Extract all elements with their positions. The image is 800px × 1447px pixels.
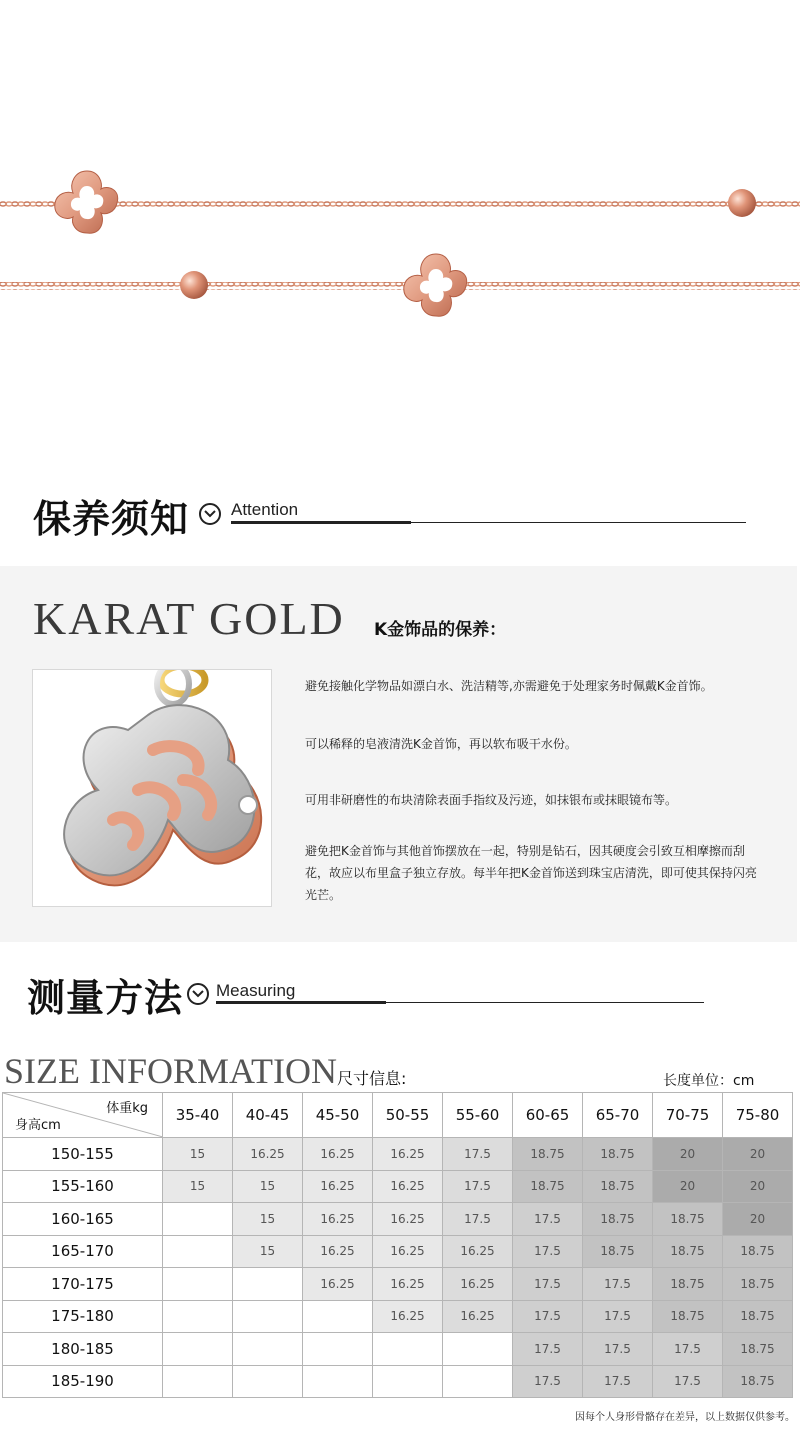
size-cell: 17.5 [583,1300,653,1333]
size-cell: 16.25 [303,1170,373,1203]
size-cell: 16.25 [373,1203,443,1236]
table-row [3,1300,793,1333]
height-row-header: 165-170 [3,1235,163,1268]
measure-section-title: 测量方法 [27,976,184,1020]
size-cell: 20 [723,1138,793,1171]
size-cell: 18.75 [723,1235,793,1268]
table-row [3,1333,793,1366]
size-information-heading: SIZE INFORMATION [4,1051,337,1091]
weight-column-header: 55-60 [443,1093,513,1138]
height-row-header: 180-185 [3,1333,163,1366]
size-cell [443,1333,513,1366]
table-row [3,1365,793,1398]
height-row-header: 185-190 [3,1365,163,1398]
size-cell: 16.25 [303,1235,373,1268]
size-cell [163,1365,233,1398]
weight-column-header: 50-55 [373,1093,443,1138]
size-cell: 16.25 [373,1268,443,1301]
size-cell: 20 [723,1203,793,1236]
weight-column-header: 40-45 [233,1093,303,1138]
size-cell: 18.75 [583,1235,653,1268]
size-cell: 18.75 [653,1235,723,1268]
size-cell: 16.25 [373,1300,443,1333]
size-cell: 16.25 [303,1138,373,1171]
table-corner-header [3,1093,163,1138]
size-cell: 18.75 [583,1138,653,1171]
size-cell [373,1365,443,1398]
table-row [3,1235,793,1268]
size-cell [233,1268,303,1301]
size-cell: 18.75 [513,1138,583,1171]
unit-label: 长度单位：cm [663,1073,755,1089]
size-cell [233,1300,303,1333]
weight-column-header: 65-70 [583,1093,653,1138]
size-cell: 17.5 [583,1333,653,1366]
size-cell: 16.25 [373,1138,443,1171]
size-cell: 20 [653,1170,723,1203]
size-cell: 16.25 [233,1138,303,1171]
size-cell: 15 [233,1203,303,1236]
size-cell [163,1268,233,1301]
size-cell: 17.5 [513,1268,583,1301]
height-row-header: 170-175 [3,1268,163,1301]
measure-section-subtitle: Measuring [216,981,296,1000]
size-cell: 18.75 [653,1203,723,1236]
pendant-photo [32,669,272,907]
size-table [2,1092,793,1398]
size-cell: 20 [723,1170,793,1203]
size-cell: 17.5 [653,1333,723,1366]
weight-column-header: 45-50 [303,1093,373,1138]
flower-charm [404,254,467,316]
size-cell [163,1203,233,1236]
size-cell: 18.75 [513,1170,583,1203]
care-section-subtitle: Attention [231,500,299,519]
divider-accent [216,1001,386,1004]
size-cell [233,1365,303,1398]
size-cell: 15 [233,1170,303,1203]
weight-column-header: 60-65 [513,1093,583,1138]
weight-column-header: 70-75 [653,1093,723,1138]
weight-axis-label: 体重kg [106,1101,148,1116]
size-cell: 16.25 [443,1268,513,1301]
size-cell [373,1333,443,1366]
size-cell: 18.75 [653,1300,723,1333]
weight-column-header: 75-80 [723,1093,793,1138]
size-cell [443,1365,513,1398]
height-row-header: 175-180 [3,1300,163,1333]
size-cell: 17.5 [513,1333,583,1366]
karat-gold-subheading: K金饰品的保养： [374,620,507,640]
size-cell: 17.5 [653,1365,723,1398]
care-tip-2: 可以稀释的皂液清洗K金首饰，再以软布吸干水份。 [305,737,577,751]
weight-column-header: 35-40 [163,1093,233,1138]
care-tip-4: 避免把K金首饰与其他首饰摆放在一起，特别是钻石，因其硬度会引致互相摩擦而刮花，故应以布里盒子独立存放。每半年把K金首饰送到珠宝店清洗，即可使其保持闪亮光芒。 [305,844,757,902]
karat-gold-heading: KARAT GOLD [33,593,345,644]
size-cell: 17.5 [513,1300,583,1333]
size-cell [163,1300,233,1333]
size-cell: 17.5 [513,1235,583,1268]
size-table-body [3,1138,793,1398]
size-cell: 18.75 [723,1333,793,1366]
size-cell: 17.5 [443,1138,513,1171]
table-row [3,1268,793,1301]
size-cell: 17.5 [513,1203,583,1236]
height-axis-label: 身高cm [15,1118,61,1133]
size-cell: 18.75 [723,1268,793,1301]
chevron-down-icon [187,983,209,1005]
height-row-header: 155-160 [3,1170,163,1203]
size-cell [303,1300,373,1333]
size-cell: 16.25 [303,1203,373,1236]
table-row [3,1138,793,1171]
height-row-header: 160-165 [3,1203,163,1236]
divider-accent [231,521,411,524]
size-cell [303,1365,373,1398]
footnote: 因每个人身形骨骼存在差异，以上数据仅供参考。 [575,1412,795,1423]
bead [728,189,756,217]
size-cell: 17.5 [583,1365,653,1398]
size-cell: 16.25 [443,1300,513,1333]
size-cell [303,1333,373,1366]
care-tip-1: 避免接触化学物品如漂白水、洗洁精等,亦需避免于处理家务时佩戴K金首饰。 [305,679,713,693]
size-cell [163,1333,233,1366]
size-cell: 17.5 [443,1203,513,1236]
size-cell: 15 [163,1138,233,1171]
size-cell: 17.5 [443,1170,513,1203]
size-cell [233,1333,303,1366]
size-cell: 18.75 [723,1365,793,1398]
size-cell [163,1235,233,1268]
care-section-title: 保养须知 [33,497,190,541]
size-cell: 18.75 [583,1203,653,1236]
height-row-header: 150-155 [3,1138,163,1171]
chevron-down-icon [199,503,221,525]
size-cell: 18.75 [653,1268,723,1301]
bracelet-product-image [0,0,800,470]
size-cell: 15 [163,1170,233,1203]
bead [180,271,208,299]
size-cell: 15 [233,1235,303,1268]
table-row [3,1170,793,1203]
size-cell: 16.25 [303,1268,373,1301]
size-information-subheading: 尺寸信息: [337,1069,407,1088]
table-row [3,1203,793,1236]
size-cell: 17.5 [583,1268,653,1301]
flower-charm [55,171,118,233]
size-cell: 16.25 [373,1235,443,1268]
size-cell: 17.5 [513,1365,583,1398]
size-cell: 16.25 [373,1170,443,1203]
size-cell: 20 [653,1138,723,1171]
size-cell: 18.75 [723,1300,793,1333]
care-tip-3: 可用非研磨性的布块清除表面手指纹及污迹，如抹银布或抹眼镜布等。 [305,793,678,807]
size-cell: 16.25 [443,1235,513,1268]
size-cell: 18.75 [583,1170,653,1203]
